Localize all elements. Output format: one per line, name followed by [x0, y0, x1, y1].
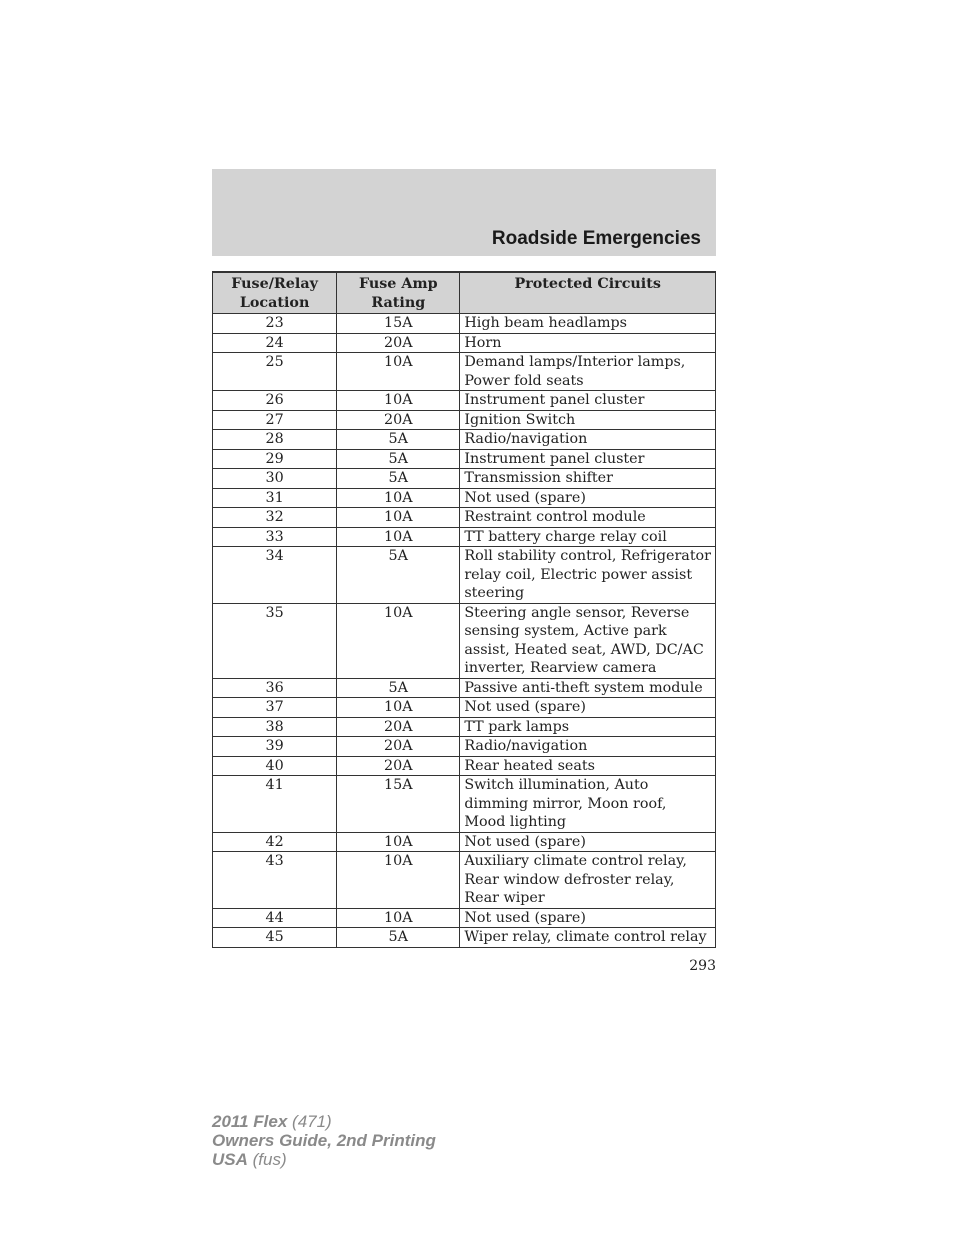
- cell-rating: 20A: [337, 737, 460, 757]
- fuse-table: [212, 271, 716, 948]
- cell-location: 39: [213, 737, 337, 757]
- cell-rating: 5A: [337, 547, 460, 604]
- cell-location: 32: [213, 508, 337, 528]
- cell-rating: 15A: [337, 776, 460, 833]
- cell-location: 27: [213, 410, 337, 430]
- column-header-line: Protected Circuits: [514, 276, 661, 292]
- table-row: [213, 353, 716, 391]
- table-row: [213, 488, 716, 508]
- cell-location: 44: [213, 908, 337, 928]
- footer-line-guide: [212, 1131, 436, 1150]
- table-row: [213, 547, 716, 604]
- cell-circuits: Not used (spare): [460, 488, 716, 508]
- cell-location: 37: [213, 698, 337, 718]
- cell-circuits: Not used (spare): [460, 908, 716, 928]
- cell-location: 35: [213, 603, 337, 678]
- cell-circuits: Demand lamps/Interior lamps, Power fold seats: [460, 353, 716, 391]
- column-header-location: [213, 272, 337, 314]
- column-header-line: Rating: [371, 294, 426, 311]
- cell-circuits: Auxiliary climate control relay, Rear window defroster relay, Rear wiper: [460, 852, 716, 909]
- cell-location: 29: [213, 449, 337, 469]
- cell-circuits: Radio/navigation: [460, 430, 716, 450]
- table-row: [213, 508, 716, 528]
- footer-model: 2011 Flex: [212, 1112, 288, 1131]
- cell-location: 33: [213, 527, 337, 547]
- cell-circuits: Instrument panel cluster: [460, 449, 716, 469]
- section-header-band: [212, 169, 716, 256]
- cell-location: 30: [213, 469, 337, 489]
- table-row: [213, 449, 716, 469]
- column-header-line: Location: [239, 294, 310, 311]
- footer-model-code: (471): [292, 1112, 332, 1131]
- table-row: [213, 410, 716, 430]
- cell-location: 45: [213, 928, 337, 948]
- cell-circuits: Wiper relay, climate control relay: [460, 928, 716, 948]
- column-header-line: Fuse Amp: [358, 276, 438, 292]
- table-row: [213, 737, 716, 757]
- cell-circuits: Switch illumination, Auto dimming mirror, Moon roof, Mood lighting: [460, 776, 716, 833]
- cell-rating: 20A: [337, 717, 460, 737]
- cell-rating: 10A: [337, 603, 460, 678]
- cell-rating: 5A: [337, 678, 460, 698]
- cell-circuits: Roll stability control, Refrigerator relay coil, Electric power assist steering: [460, 547, 716, 604]
- table-row: [213, 852, 716, 909]
- table-row: [213, 678, 716, 698]
- cell-circuits: Steering angle sensor, Reverse sensing system, Active park assist, Heated seat, AWD, DC/AC inverter, Rearview camera: [460, 603, 716, 678]
- footer-line-model: [212, 1112, 436, 1131]
- cell-circuits: Horn: [460, 333, 716, 353]
- cell-location: 42: [213, 832, 337, 852]
- cell-circuits: Instrument panel cluster: [460, 391, 716, 411]
- cell-location: 28: [213, 430, 337, 450]
- cell-location: 31: [213, 488, 337, 508]
- footer-market-code: (fus): [252, 1150, 287, 1169]
- cell-rating: 5A: [337, 430, 460, 450]
- table-row: [213, 776, 716, 833]
- cell-circuits: Not used (spare): [460, 698, 716, 718]
- table-row: [213, 527, 716, 547]
- cell-location: 38: [213, 717, 337, 737]
- column-header-circuits: [460, 272, 716, 314]
- cell-circuits: Rear heated seats: [460, 756, 716, 776]
- cell-rating: 15A: [337, 314, 460, 334]
- fuse-table-body: [213, 314, 716, 948]
- cell-circuits: Passive anti-theft system module: [460, 678, 716, 698]
- cell-rating: 10A: [337, 852, 460, 909]
- table-row: [213, 314, 716, 334]
- column-header-line: Fuse/Relay: [231, 276, 318, 292]
- table-row: [213, 333, 716, 353]
- cell-rating: 10A: [337, 698, 460, 718]
- footer-guide: Owners Guide, 2nd Printing: [212, 1131, 436, 1150]
- cell-location: 23: [213, 314, 337, 334]
- page-number: 293: [689, 958, 716, 974]
- table-row: [213, 391, 716, 411]
- cell-rating: 5A: [337, 469, 460, 489]
- cell-rating: 10A: [337, 353, 460, 391]
- cell-circuits: Radio/navigation: [460, 737, 716, 757]
- cell-location: 40: [213, 756, 337, 776]
- cell-rating: 10A: [337, 832, 460, 852]
- cell-location: 43: [213, 852, 337, 909]
- cell-location: 24: [213, 333, 337, 353]
- cell-circuits: Restraint control module: [460, 508, 716, 528]
- table-row: [213, 908, 716, 928]
- cell-rating: 10A: [337, 908, 460, 928]
- cell-rating: 5A: [337, 449, 460, 469]
- table-row: [213, 928, 716, 948]
- cell-rating: 10A: [337, 488, 460, 508]
- table-row: [213, 469, 716, 489]
- cell-location: 36: [213, 678, 337, 698]
- cell-location: 25: [213, 353, 337, 391]
- table-header-row: [213, 272, 716, 314]
- cell-circuits: Ignition Switch: [460, 410, 716, 430]
- table-row: [213, 832, 716, 852]
- cell-circuits: TT battery charge relay coil: [460, 527, 716, 547]
- table-row: [213, 756, 716, 776]
- cell-rating: 20A: [337, 333, 460, 353]
- cell-location: 26: [213, 391, 337, 411]
- cell-circuits: Not used (spare): [460, 832, 716, 852]
- footer-line-market: [212, 1150, 436, 1169]
- footer-imprint: [212, 1112, 436, 1169]
- cell-rating: 10A: [337, 527, 460, 547]
- cell-rating: 20A: [337, 410, 460, 430]
- cell-rating: 10A: [337, 508, 460, 528]
- table-row: [213, 717, 716, 737]
- cell-circuits: TT park lamps: [460, 717, 716, 737]
- cell-rating: 5A: [337, 928, 460, 948]
- cell-rating: 20A: [337, 756, 460, 776]
- cell-location: 34: [213, 547, 337, 604]
- cell-circuits: High beam headlamps: [460, 314, 716, 334]
- column-header-rating: [337, 272, 460, 314]
- cell-location: 41: [213, 776, 337, 833]
- section-title: Roadside Emergencies: [491, 228, 701, 249]
- table-row: [213, 430, 716, 450]
- cell-circuits: Transmission shifter: [460, 469, 716, 489]
- cell-rating: 10A: [337, 391, 460, 411]
- table-row: [213, 603, 716, 678]
- footer-market: USA: [212, 1150, 248, 1169]
- table-row: [213, 698, 716, 718]
